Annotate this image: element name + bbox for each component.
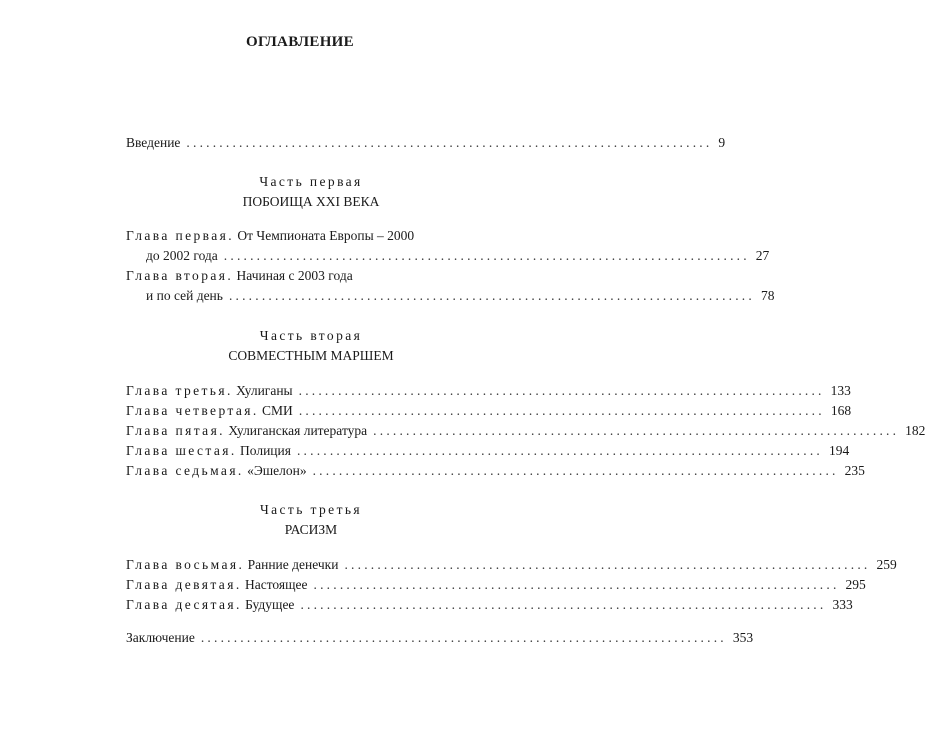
toc-entry-chapter-4[interactable]: [126, 401, 852, 421]
dot-leader: ................................................................................: [298, 383, 825, 398]
page-title: ОГЛАВЛЕНИЕ: [246, 34, 354, 50]
toc-entry-chapter-1-cont[interactable]: [146, 246, 770, 266]
page-number: 259: [876, 557, 897, 572]
toc-entry-introduction[interactable]: [126, 133, 726, 153]
dot-leader: ................................................................................: [313, 577, 840, 592]
part-3-heading: Часть третья: [259, 502, 363, 517]
dot-leader: ................................................................................: [200, 630, 727, 645]
chapter-prefix: Глава седьмая.: [126, 463, 244, 478]
page-number: 333: [832, 597, 853, 612]
chapter-prefix: Глава шестая.: [126, 443, 237, 458]
page-number: 182: [905, 423, 925, 438]
toc-entry-chapter-3[interactable]: [126, 381, 851, 401]
dot-leader: ................................................................................: [296, 443, 823, 458]
part-3-title: РАСИЗМ: [284, 522, 338, 537]
chapter-title: От Чемпионата Европы – 2000: [237, 228, 415, 243]
chapter-title: Будущее: [245, 597, 295, 612]
entry-label: Введение: [126, 135, 181, 150]
page-number: 194: [828, 443, 850, 458]
chapter-title: Хулиганы: [236, 383, 293, 398]
part-1-heading: Часть первая: [259, 174, 363, 189]
chapter-prefix: Глава третья.: [126, 383, 233, 398]
page-number: 353: [732, 630, 754, 645]
chapter-title: Полиция: [240, 443, 291, 458]
page-number: 27: [755, 248, 770, 263]
part-1-title: ПОБОИЩА XXI ВЕКА: [242, 194, 380, 209]
dot-leader: ................................................................................: [312, 463, 839, 478]
chapter-title-cont: и по сей день: [146, 288, 223, 303]
toc-entry-chapter-1[interactable]: [126, 226, 496, 246]
chapter-title: Настоящее: [244, 577, 308, 592]
toc-entry-conclusion[interactable]: [126, 628, 754, 648]
page-number: 9: [718, 135, 726, 150]
toc-entry-chapter-6[interactable]: [126, 441, 850, 461]
toc-entry-chapter-5[interactable]: [126, 421, 925, 441]
page-number: 133: [830, 383, 851, 398]
page-number: 168: [830, 403, 852, 418]
chapter-title-cont: до 2002 года: [146, 248, 218, 263]
dot-leader: ................................................................................: [186, 135, 713, 150]
page-number: 235: [844, 463, 865, 478]
chapter-title: «Эшелон»: [247, 463, 307, 478]
chapter-prefix: Глава десятая.: [126, 597, 242, 612]
toc-entry-chapter-2-cont[interactable]: [146, 286, 775, 306]
chapter-prefix: Глава вторая.: [126, 268, 234, 283]
dot-leader: ................................................................................: [373, 423, 900, 438]
entry-label: Заключение: [126, 630, 195, 645]
page-number: 78: [760, 288, 775, 303]
chapter-prefix: Глава первая.: [126, 228, 235, 243]
chapter-prefix: Глава девятая.: [126, 577, 242, 592]
toc-entry-chapter-9[interactable]: [126, 575, 866, 595]
dot-leader: ................................................................................: [223, 248, 750, 263]
dot-leader: ................................................................................: [228, 288, 755, 303]
chapter-title: Ранние денечки: [247, 557, 339, 572]
chapter-title: Хулиганская литература: [228, 423, 368, 438]
chapter-title: СМИ: [262, 403, 293, 418]
dot-leader: ................................................................................: [300, 597, 827, 612]
chapter-prefix: Глава восьмая.: [126, 557, 245, 572]
dot-leader: ................................................................................: [298, 403, 825, 418]
toc-entry-chapter-7[interactable]: [126, 461, 865, 481]
chapter-title: Начиная с 2003 года: [236, 268, 353, 283]
chapter-prefix: Глава четвертая.: [126, 403, 259, 418]
dot-leader: ................................................................................: [344, 557, 871, 572]
page-number: 295: [845, 577, 866, 592]
toc-entry-chapter-2[interactable]: [126, 266, 496, 286]
toc-entry-chapter-10[interactable]: [126, 595, 853, 615]
part-2-heading: Часть вторая: [259, 328, 363, 343]
part-2-title: СОВМЕСТНЫМ МАРШЕМ: [228, 348, 394, 363]
toc-entry-chapter-8[interactable]: [126, 555, 897, 575]
chapter-prefix: Глава пятая.: [126, 423, 225, 438]
